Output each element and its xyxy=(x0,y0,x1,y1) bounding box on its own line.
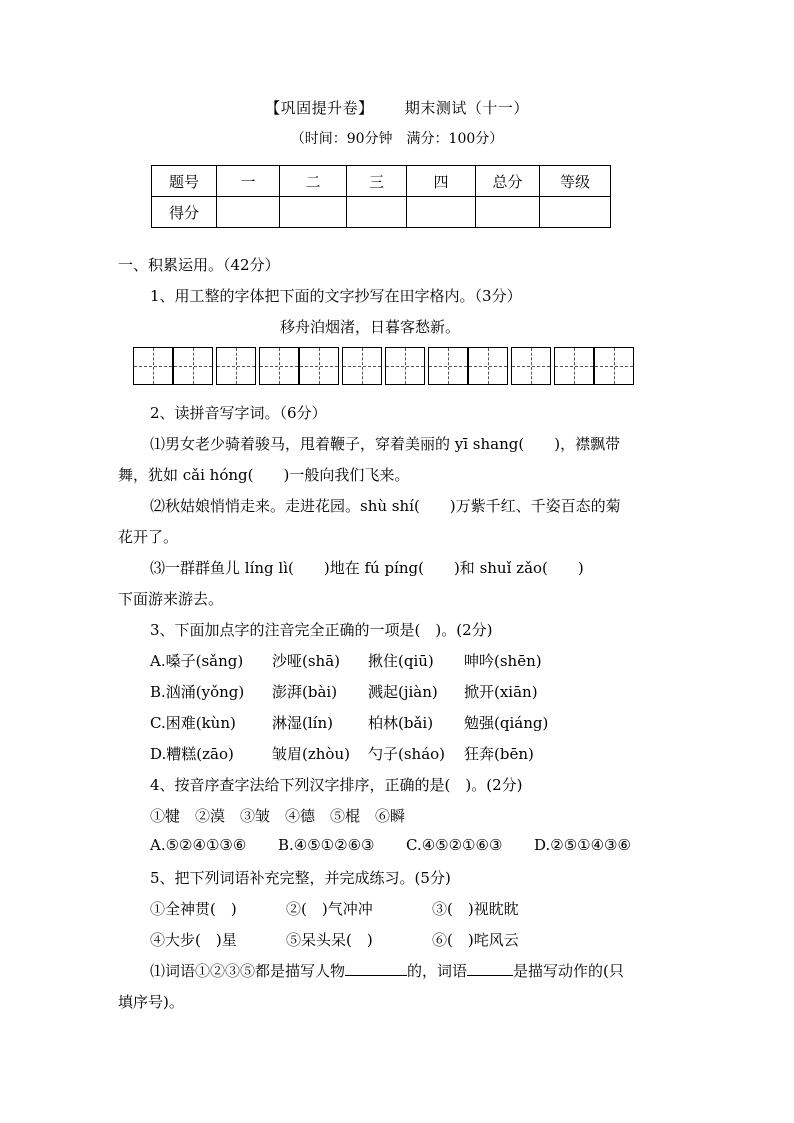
q3-option-row xyxy=(150,743,534,764)
q5-item: ④大步( )星 xyxy=(150,931,237,949)
answer-blank[interactable] xyxy=(345,975,407,976)
score-input-cell[interactable] xyxy=(347,197,407,228)
answer-blank[interactable] xyxy=(467,975,513,976)
q4-option-row xyxy=(150,836,631,854)
title-main: 期末测试（十一） xyxy=(404,99,529,117)
score-cell: 三 xyxy=(347,166,407,197)
q3-item: 揪住(qiū) xyxy=(368,652,434,670)
q5-sub1-text: 的，词语 xyxy=(407,962,468,980)
q5-item: ①全神贯( ) xyxy=(150,900,237,918)
q5-item: ②( )气冲冲 xyxy=(286,900,373,918)
q2-p3-line1: ⑶一群群鱼儿 líng lì( )地在 fú píng( )和 shuǐ zǎo( ) xyxy=(150,559,584,577)
tianzige-cell[interactable] xyxy=(385,347,425,385)
score-input-cell[interactable] xyxy=(217,197,280,228)
q5-sub1-text: ⑴词语①②③⑤都是描写人物 xyxy=(150,962,346,980)
score-cell: 得分 xyxy=(152,197,217,228)
q5-item: ⑥( )咤风云 xyxy=(432,931,519,949)
tianzige-cell[interactable] xyxy=(259,347,299,385)
q4-chars: ①犍 ②漠 ③皱 ④德 ⑤棍 ⑥瞬 xyxy=(150,807,406,825)
q3-option-row xyxy=(150,681,538,702)
title-tag: 【巩固提升卷】 xyxy=(265,99,374,117)
q5-row xyxy=(150,898,519,919)
score-input-cell[interactable] xyxy=(280,197,347,228)
q3-item: A.嗓子(sǎng) xyxy=(150,652,244,670)
q4-option: A.⑤②④①③⑥ xyxy=(150,836,247,854)
q3-option-row xyxy=(150,650,542,671)
score-cell: 二 xyxy=(280,166,347,197)
q5-sub1-line2: 填序号)。 xyxy=(118,993,184,1011)
tianzige-cell[interactable] xyxy=(299,347,339,385)
tianzige-cell[interactable] xyxy=(554,347,594,385)
q3-item: 掀开(xiān) xyxy=(464,683,538,701)
q5-item: ⑤呆头呆( ) xyxy=(286,931,373,949)
q3-item: C.困难(kùn) xyxy=(150,714,236,732)
q3-item: 沙哑(shā) xyxy=(272,652,341,670)
q3-item: 淋湿(lín) xyxy=(272,714,333,732)
q3-item: D.糟糕(zāo) xyxy=(150,745,234,763)
q3-item: 柏林(bǎi) xyxy=(368,714,434,732)
q4-option: D.②⑤①④③⑥ xyxy=(534,836,631,854)
q2-prompt: 2、读拼音写字词。（6分） xyxy=(150,404,327,422)
score-table-header-row xyxy=(152,166,611,197)
tianzige-cell[interactable] xyxy=(173,347,213,385)
tianzige-cell[interactable] xyxy=(428,347,468,385)
exam-subtitle: （时间：90分钟 满分：100分） xyxy=(290,131,504,147)
q4-option: C.④⑤②①⑥③ xyxy=(406,836,503,854)
q1-poem: 移舟泊烟渚，日暮客愁新。 xyxy=(280,318,461,336)
q5-sub1-text: 是描写动作的(只 xyxy=(513,962,624,980)
tianzige-cell[interactable] xyxy=(216,347,256,385)
tianzige-cell[interactable] xyxy=(594,347,634,385)
q1-prompt: 1、用工整的字体把下面的文字抄写在田字格内。（3分） xyxy=(150,287,522,305)
q2-p3-line2: 下面游来游去。 xyxy=(118,590,224,608)
score-cell: 总分 xyxy=(476,166,540,197)
tianzige-cell[interactable] xyxy=(468,347,508,385)
score-input-cell[interactable] xyxy=(407,197,476,228)
q5-prompt: 5、把下列词语补充完整，并完成练习。(5分) xyxy=(150,869,451,887)
q3-item: 勺子(sháo) xyxy=(368,745,446,763)
q2-p2-line1: ⑵秋姑娘悄悄走来。走进花园。shù shí( )万紫千红、千姿百态的菊 xyxy=(150,497,621,515)
score-input-cell[interactable] xyxy=(540,197,611,228)
tianzige-cell[interactable] xyxy=(511,347,551,385)
score-table-score-row xyxy=(152,197,611,228)
q4-option: B.④⑤①②⑥③ xyxy=(278,836,375,854)
q5-item: ③( )视眈眈 xyxy=(432,900,519,918)
tianzige-cell[interactable] xyxy=(133,347,173,385)
q3-item: 勉强(qiáng) xyxy=(464,714,549,732)
score-input-cell[interactable] xyxy=(476,197,540,228)
tianzige-grid xyxy=(133,347,637,385)
q2-p1-line2: 舞，犹如 cǎi hóng( )一般向我们飞来。 xyxy=(118,466,410,484)
score-cell: 四 xyxy=(407,166,476,197)
q2-p1-line1: ⑴男女老少骑着骏马，甩着鞭子，穿着美丽的 yī shang( )，襟飘带 xyxy=(150,435,621,453)
q3-item: B.汹涌(yǒng) xyxy=(150,683,245,701)
tianzige-cell[interactable] xyxy=(342,347,382,385)
q3-item: 溅起(jiàn) xyxy=(368,683,438,701)
q5-sub1-line1 xyxy=(150,960,624,981)
exam-title xyxy=(0,97,794,118)
score-cell: 题号 xyxy=(152,166,217,197)
score-cell: 一 xyxy=(217,166,280,197)
q3-item: 澎湃(bài) xyxy=(272,683,338,701)
q3-prompt: 3、下面加点字的注音完全正确的一项是( )。(2分) xyxy=(150,621,493,639)
score-cell: 等级 xyxy=(540,166,611,197)
q3-option-row xyxy=(150,712,548,733)
q3-item: 呻吟(shēn) xyxy=(464,652,542,670)
q2-p2-line2: 花开了。 xyxy=(118,528,179,546)
q3-item: 皱眉(zhòu) xyxy=(272,745,350,763)
q3-item: 狂奔(bēn) xyxy=(464,745,534,763)
q4-prompt: 4、按音序查字法给下列汉字排序，正确的是( )。(2分) xyxy=(150,776,523,794)
section-heading: 一、积累运用。（42分） xyxy=(118,256,280,274)
q5-row xyxy=(150,929,519,950)
score-table xyxy=(151,165,611,228)
